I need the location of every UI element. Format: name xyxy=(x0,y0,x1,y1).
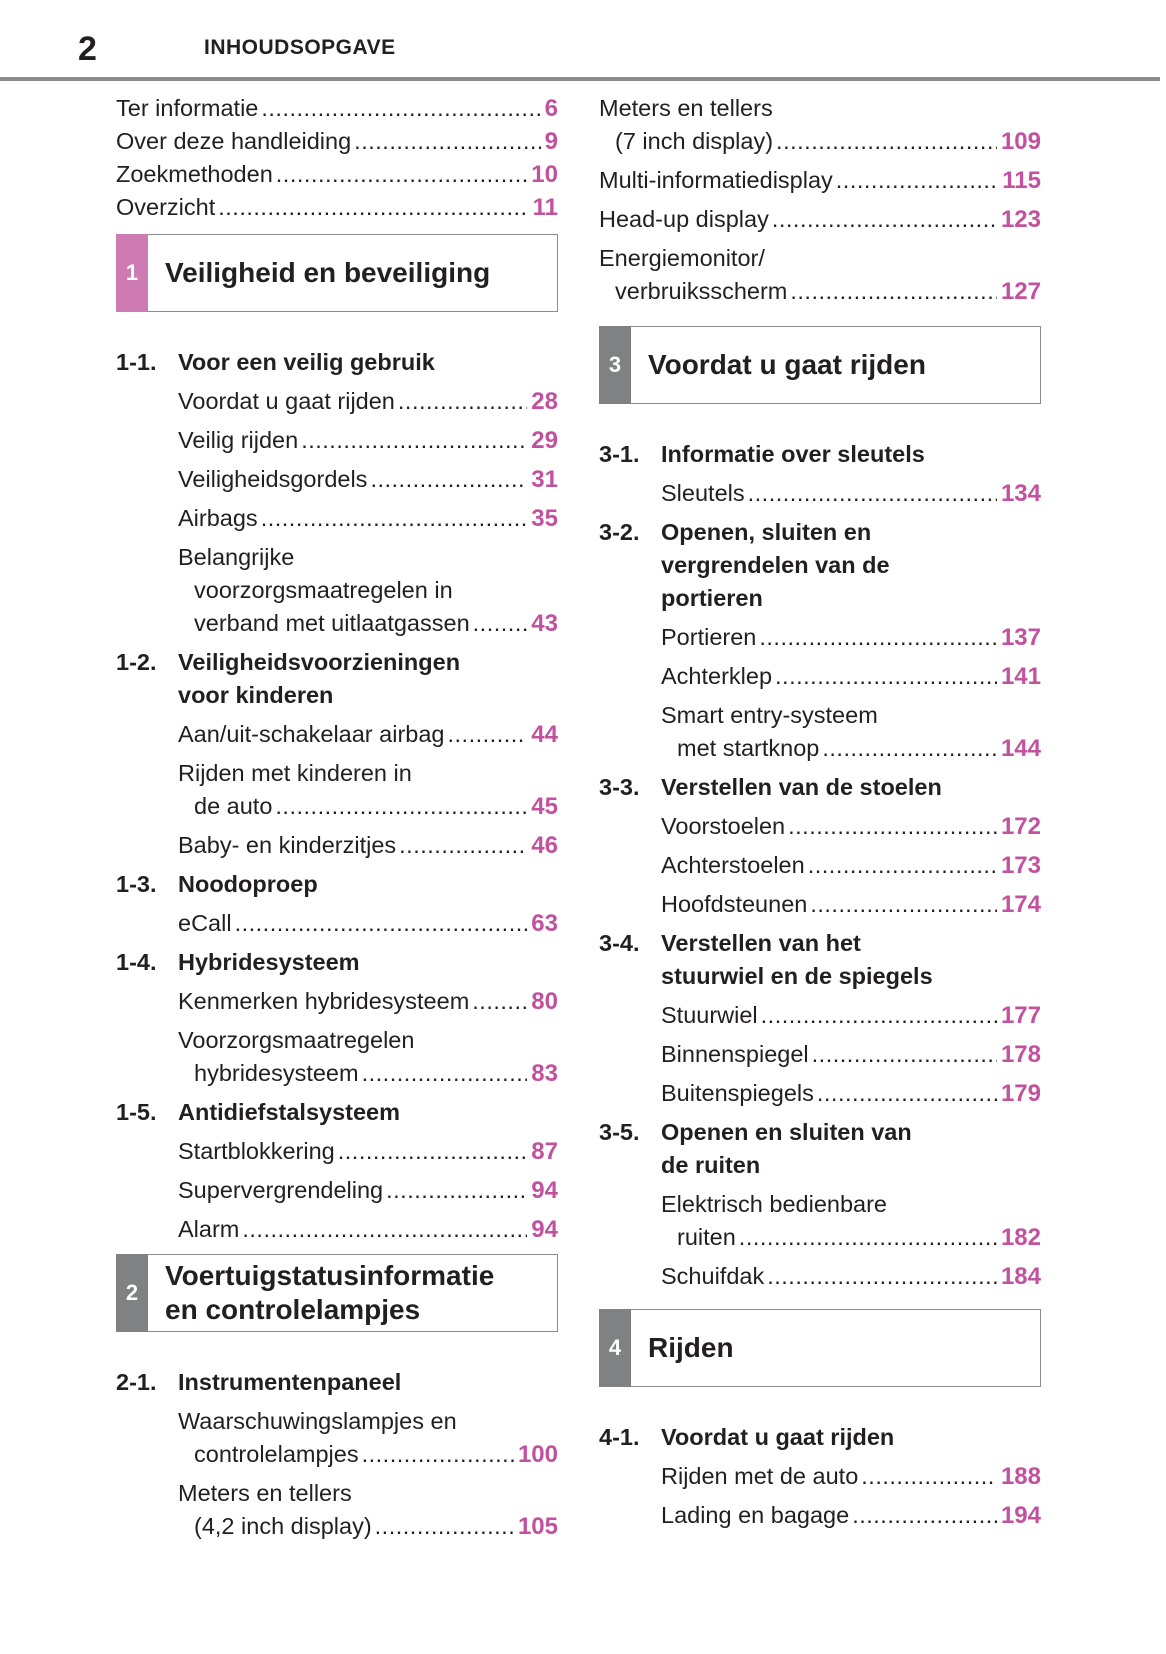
page-title: INHOUDSOPGAVE xyxy=(204,36,396,59)
toc-entry[interactable]: Over deze handleiding ..... 9 xyxy=(116,125,558,158)
chapter-number-tab: 3 xyxy=(599,326,631,404)
section-heading[interactable]: 1-5. Antidiefstalsysteem xyxy=(116,1099,401,1125)
toc-entry[interactable]: Elektrisch bedienbare ruiten ..... 182 xyxy=(599,1188,1041,1254)
section-heading[interactable]: 3-2. Openen, sluiten en vergrendelen van de portieren xyxy=(599,519,890,611)
page-ref: 6 xyxy=(544,95,558,122)
toc-entry[interactable]: Voorstoelen ..... 172 xyxy=(599,810,1041,843)
chapter-title: Voertuigstatusinformatie en controlelampjes xyxy=(165,1260,495,1325)
page-ref: 11 xyxy=(532,194,558,221)
page-ref: 123 xyxy=(1000,206,1041,233)
section-heading[interactable]: 3-1. Informatie over sleutels xyxy=(599,441,925,467)
toc-entry[interactable]: Sleutels ..... 134 xyxy=(599,477,1041,510)
toc-entry[interactable]: Voorzorgsmaatregelen hybridesysteem ..... 83 xyxy=(116,1024,558,1090)
toc-entry[interactable]: Zoekmethoden ..... 10 xyxy=(116,158,558,191)
chapter-number-tab: 4 xyxy=(599,1309,631,1387)
toc-entry[interactable]: Rijden met de auto ..... 188 xyxy=(599,1460,1041,1493)
page-ref: 109 xyxy=(1000,128,1041,155)
toc-entry[interactable]: Binnenspiegel ..... 178 xyxy=(599,1038,1041,1071)
toc-entry[interactable]: Head-up display ..... 123 xyxy=(599,203,1041,236)
page-ref: 173 xyxy=(1000,852,1041,879)
toc-entry[interactable]: Meters en tellers (4,2 inch display) ..... 105 xyxy=(116,1477,558,1543)
page-ref: 178 xyxy=(1000,1041,1041,1068)
page-ref: 94 xyxy=(531,1216,558,1243)
toc-entry[interactable]: Ter informatie ..... 6 xyxy=(116,92,558,125)
chapter-1-heading[interactable] xyxy=(116,234,558,312)
page-ref: 31 xyxy=(531,466,558,493)
page-header xyxy=(0,0,1166,84)
page-ref: 141 xyxy=(1000,663,1041,690)
page-ref: 28 xyxy=(531,388,558,415)
chapter-title: Veiligheid en beveiliging xyxy=(165,257,491,288)
page-ref: 144 xyxy=(1000,735,1041,762)
chapter-number-tab: 2 xyxy=(116,1254,148,1332)
toc-entry[interactable]: Stuurwiel ..... 177 xyxy=(599,999,1041,1032)
page-ref: 188 xyxy=(1000,1463,1041,1490)
section-heading[interactable]: 4-1. Voordat u gaat rijden xyxy=(599,1424,895,1450)
section-heading[interactable]: 1-3. Noodoproep xyxy=(116,871,318,897)
page-ref: 177 xyxy=(1000,1002,1041,1029)
toc-entry[interactable]: Overzicht ..... 11 xyxy=(116,191,558,224)
toc-entry[interactable]: eCall ..... 63 xyxy=(116,907,558,940)
toc-entry[interactable]: Voordat u gaat rijden ..... 28 xyxy=(116,385,558,418)
page-ref: 127 xyxy=(1000,278,1041,305)
chapter-title: Rijden xyxy=(648,1332,734,1363)
toc-entry[interactable]: Veilig rijden ..... 29 xyxy=(116,424,558,457)
page-ref: 29 xyxy=(531,427,558,454)
page-ref: 172 xyxy=(1000,813,1041,840)
toc-entry[interactable]: Portieren ..... 137 xyxy=(599,621,1041,654)
section-heading[interactable]: 1-1. Voor een veilig gebruik xyxy=(116,349,435,375)
chapter-2-heading[interactable] xyxy=(116,1254,558,1332)
section-heading[interactable]: 1-4. Hybridesysteem xyxy=(116,949,360,975)
chapter-number-tab: 1 xyxy=(116,234,148,312)
header-divider xyxy=(0,77,1160,81)
toc-entry[interactable]: Baby- en kinderzitjes ..... 46 xyxy=(116,829,558,862)
page-ref: 44 xyxy=(531,721,558,748)
page-ref: 134 xyxy=(1000,480,1041,507)
page-number: 2 xyxy=(78,30,97,68)
toc-entry[interactable]: Multi-informatiedisplay ..... 115 xyxy=(599,164,1041,197)
page-ref: 105 xyxy=(517,1513,558,1540)
page-ref: 194 xyxy=(1000,1502,1041,1529)
toc-entry[interactable]: Achterklep ..... 141 xyxy=(599,660,1041,693)
section-heading[interactable]: 2-1. Instrumentenpaneel xyxy=(116,1369,402,1395)
page-ref: 9 xyxy=(544,128,558,155)
page-ref: 63 xyxy=(531,910,558,937)
toc-entry[interactable]: Aan/uit-schakelaar airbag ..... 44 xyxy=(116,718,558,751)
toc-entry[interactable]: Belangrijke voorzorgsmaatregelen in verband met uitlaatgassen ..... 43 xyxy=(116,541,558,640)
toc-entry[interactable]: Alarm ..... 94 xyxy=(116,1213,558,1246)
page-ref: 80 xyxy=(531,988,558,1015)
toc-entry[interactable]: Airbags ..... 35 xyxy=(116,502,558,535)
page-ref: 115 xyxy=(1002,167,1041,194)
toc-entry[interactable]: Energiemonitor/ verbruiksscherm ..... 127 xyxy=(599,242,1041,308)
toc-entry[interactable]: Veiligheidsgordels ..... 31 xyxy=(116,463,558,496)
toc-entry[interactable]: Smart entry-systeem met startknop ..... 144 xyxy=(599,699,1041,765)
toc-column-left xyxy=(116,92,558,1549)
toc-entry[interactable]: Supervergrendeling ..... 94 xyxy=(116,1174,558,1207)
page-ref: 182 xyxy=(1000,1224,1041,1251)
page-ref: 100 xyxy=(517,1441,558,1468)
section-heading[interactable]: 3-3. Verstellen van de stoelen xyxy=(599,774,942,800)
toc-entry[interactable]: Meters en tellers (7 inch display) ..... 109 xyxy=(599,92,1041,158)
chapter-title: Voordat u gaat rijden xyxy=(648,349,926,380)
toc-entry[interactable]: Kenmerken hybridesysteem ..... 80 xyxy=(116,985,558,1018)
toc-column-right xyxy=(599,92,1041,1538)
page-ref: 179 xyxy=(1000,1080,1041,1107)
page-ref: 43 xyxy=(531,610,558,637)
chapter-3-heading[interactable] xyxy=(599,326,1041,404)
section-heading[interactable]: 3-5. Openen en sluiten van de ruiten xyxy=(599,1119,912,1178)
page-ref: 174 xyxy=(1000,891,1041,918)
page-ref: 10 xyxy=(531,161,558,188)
toc-entry[interactable]: Lading en bagage ..... 194 xyxy=(599,1499,1041,1532)
toc-entry[interactable]: Startblokkering ..... 87 xyxy=(116,1135,558,1168)
toc-entry[interactable]: Schuifdak ..... 184 xyxy=(599,1260,1041,1293)
chapter-4-heading[interactable] xyxy=(599,1309,1041,1387)
page-ref: 87 xyxy=(531,1138,558,1165)
toc-entry[interactable]: Hoofdsteunen ..... 174 xyxy=(599,888,1041,921)
page-ref: 137 xyxy=(1000,624,1041,651)
toc-entry[interactable]: Rijden met kinderen in de auto ..... 45 xyxy=(116,757,558,823)
toc-entry[interactable]: Achterstoelen ..... 173 xyxy=(599,849,1041,882)
page-ref: 46 xyxy=(531,832,558,859)
toc-entry[interactable]: Waarschuwingslampjes en controlelampjes ..... 100 xyxy=(116,1405,558,1471)
page-ref: 94 xyxy=(531,1177,558,1204)
toc-entry[interactable]: Buitenspiegels ..... 179 xyxy=(599,1077,1041,1110)
section-heading[interactable]: 1-2. Veiligheidsvoorzieningen voor kinderen xyxy=(116,649,461,708)
section-heading[interactable]: 3-4. Verstellen van het stuurwiel en de spiegels xyxy=(599,930,933,989)
page-ref: 45 xyxy=(531,793,558,820)
page-ref: 83 xyxy=(531,1060,558,1087)
page-ref: 184 xyxy=(1000,1263,1041,1290)
page-ref: 35 xyxy=(531,505,558,532)
